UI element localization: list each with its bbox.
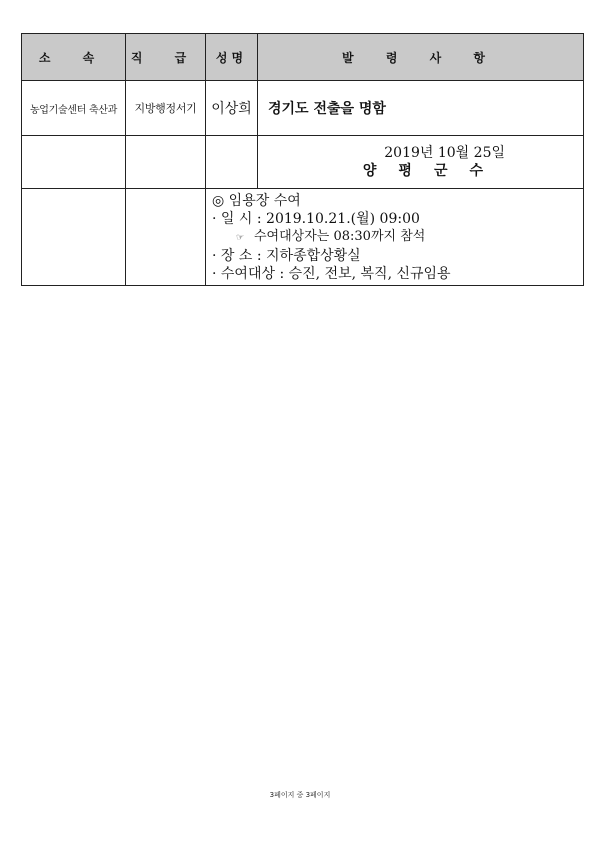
ceremony-cell — [206, 189, 584, 286]
table-row-date — [22, 136, 584, 189]
header-row — [22, 34, 584, 81]
header-order: 발 령 사 항 — [258, 34, 584, 81]
header-rank: 직 급 — [126, 34, 206, 81]
page-footer: 3페이지 중 3페이지 — [269, 791, 331, 799]
ceremony-target-label: · 수여대상 : — [212, 265, 285, 282]
empty-cell — [126, 136, 206, 189]
table-row-info — [22, 189, 584, 286]
date-cell — [258, 136, 584, 189]
empty-cell — [206, 136, 258, 189]
personnel-order-sheet — [21, 33, 583, 286]
order-date: 2019년 10월 25일 — [384, 145, 505, 161]
personnel-table — [21, 33, 584, 286]
ceremony-note — [212, 228, 583, 247]
pointing-hand-icon: ☞ — [236, 232, 245, 243]
empty-cell — [22, 136, 126, 189]
header-name: 성명 — [206, 34, 258, 81]
ceremony-target-value: 승진, 전보, 복직, 신규임용 — [288, 265, 451, 282]
header-affiliation: 소 속 — [22, 34, 126, 81]
empty-cell — [126, 189, 206, 286]
ceremony-target — [212, 265, 583, 283]
ceremony-place — [212, 247, 583, 265]
ceremony-title: ◎ 임용장 수여 — [212, 192, 301, 209]
ceremony-date-value: 2019.10.21.(월) 09:00 — [266, 210, 420, 227]
table-row — [22, 81, 584, 136]
ceremony-place-value: 지하종합상황실 — [266, 247, 361, 264]
ceremony-date-label: · 일 시 : — [212, 210, 262, 227]
ceremony-note-text: 수여대상자는 08:30까지 참석 — [254, 228, 426, 244]
issuer-name: 양평군수 — [362, 163, 505, 179]
ceremony-place-label: · 장 소 : — [212, 247, 262, 264]
ceremony-date — [212, 210, 583, 228]
cell-order: 경기도 전출을 명함 — [258, 81, 584, 136]
cell-affiliation: 농업기술센터 축산과 — [22, 81, 126, 136]
cell-rank: 지방행정서기 — [126, 81, 206, 136]
empty-cell — [22, 189, 126, 286]
cell-name: 이상희 — [206, 81, 258, 136]
